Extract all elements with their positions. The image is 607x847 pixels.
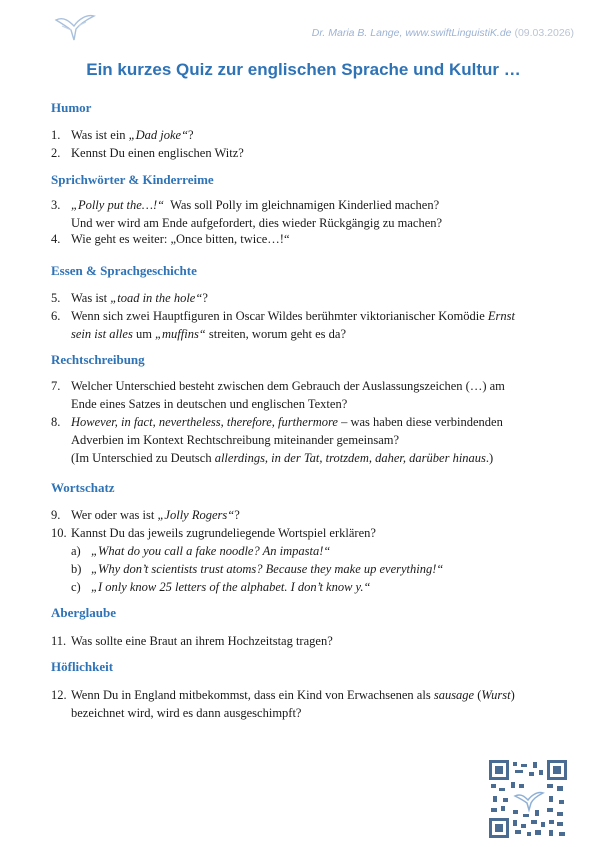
q6-text-f: streiten, worum geht es da?	[205, 327, 346, 341]
q1-term: „Dad joke“	[128, 128, 189, 142]
q12-text-a: Wenn Du in England mitbekommst, dass ein Kind von Erwachsenen als	[71, 688, 434, 702]
q8-text-c: (Im Unterschied zu Deutsch	[71, 451, 215, 465]
question-number: 8.	[51, 415, 61, 429]
qr-code-icon[interactable]	[489, 760, 567, 838]
section-sprichwoerter: Sprichwörter & Kinderreime	[51, 172, 214, 187]
page-title: Ein kurzes Quiz zur englischen Sprache und Kultur …	[86, 60, 521, 79]
question-number: 2.	[51, 146, 61, 160]
sub-text: „Why don’t scientists trust atoms? Because they make up everything!“	[91, 562, 444, 576]
q1-text-a: Was ist ein	[71, 128, 129, 142]
question-number: 11.	[51, 634, 67, 648]
website-link[interactable]: www.swiftLinguistiK.de	[405, 27, 512, 39]
q6-text-a: Wenn sich zwei Hauptfiguren in Oscar Wildes berühmter viktorianischer Komödie	[71, 309, 488, 323]
q12-line2: bezeichnet wird, wird es dann ausgeschimpft?	[71, 706, 302, 720]
q6-term: „muffins“	[155, 327, 206, 341]
sub-text: „What do you call a fake noodle? An impasta!“	[91, 544, 331, 558]
q6-text-d: um	[132, 327, 156, 341]
section-humor: Humor	[51, 100, 92, 115]
q6-title-b: sein ist alles	[71, 327, 133, 341]
q7-line2: Ende eines Satzes in deutschen und englischen Texten?	[71, 397, 348, 411]
section-rechtschreibung: Rechtschreibung	[51, 352, 145, 367]
author-name: Dr. Maria B. Lange,	[311, 27, 403, 39]
q12-translation: Wurst	[481, 688, 511, 702]
q9-term: „Jolly Rogers“	[157, 508, 235, 522]
sub-letter: c)	[71, 580, 81, 594]
q7-line1: Welcher Unterschied besteht zwischen dem Gebrauch der Auslassungszeichen (…) am	[71, 379, 505, 393]
section-essen: Essen & Sprachgeschichte	[51, 263, 197, 278]
question-number: 4.	[51, 232, 61, 246]
q9-text-c: ?	[234, 508, 240, 522]
section-wortschatz: Wortschatz	[51, 480, 115, 495]
header-date: (09.03.2026)	[514, 27, 574, 39]
q3-text-b: Was soll Polly im gleichnamigen Kinderlied machen?	[164, 198, 440, 212]
q8-german-adverbs: allerdings, in der Tat, trotzdem, daher, darüber hinaus	[214, 451, 486, 465]
question-number: 9.	[51, 508, 61, 522]
question-number: 5.	[51, 291, 61, 305]
q8-text-b: – was haben diese verbindenden	[337, 415, 503, 429]
q4-text: Wie geht es weiter: „Once bitten, twice…!“	[71, 232, 290, 246]
q6-title-a: Ernst	[487, 309, 515, 323]
question-number: 1.	[51, 128, 61, 142]
question-number: 3.	[51, 198, 61, 212]
q3-line2: Und wer wird am Ende aufgefordert, dies wieder Rückgängig zu machen?	[71, 216, 443, 230]
q12-text-c: (	[474, 688, 482, 702]
question-number: 10.	[51, 526, 67, 540]
q5-text-c: ?	[202, 291, 208, 305]
question-number: 7.	[51, 379, 61, 393]
q12-text-e: )	[510, 688, 515, 702]
q11-text: Was sollte eine Braut an ihrem Hochzeitstag tragen?	[71, 634, 333, 648]
q8-text-e: .)	[485, 451, 494, 465]
question-number: 12.	[51, 688, 67, 702]
section-hoeflichkeit: Höflichkeit	[51, 659, 114, 674]
question-number: 6.	[51, 309, 61, 323]
q10-text: Kannst Du das jeweils zugrundeliegende Wortspiel erklären?	[71, 526, 376, 540]
q8-line2: Adverbien im Kontext Rechtschreibung miteinander gemeinsam?	[71, 433, 400, 447]
section-aberglaube: Aberglaube	[51, 605, 116, 620]
q8-adverbs: However, in fact, nevertheless, therefore, furthermore	[71, 415, 338, 429]
sub-letter: a)	[71, 544, 81, 558]
q9-text-a: Wer oder was ist	[71, 508, 158, 522]
q5-term: „toad in the hole“	[110, 291, 203, 305]
q12-term: sausage	[433, 688, 475, 702]
q5-text-a: Was ist	[71, 291, 111, 305]
q3-quote: „Polly put the…!“	[71, 198, 165, 212]
sub-text: „I only know 25 letters of the alphabet. I don’t know y.“	[91, 580, 371, 594]
q2-text: Kennst Du einen englischen Witz?	[71, 146, 244, 160]
header-credit	[312, 27, 574, 39]
sub-letter: b)	[71, 562, 82, 576]
q1-text-c: ?	[188, 128, 194, 142]
bird-logo-icon	[52, 12, 96, 42]
